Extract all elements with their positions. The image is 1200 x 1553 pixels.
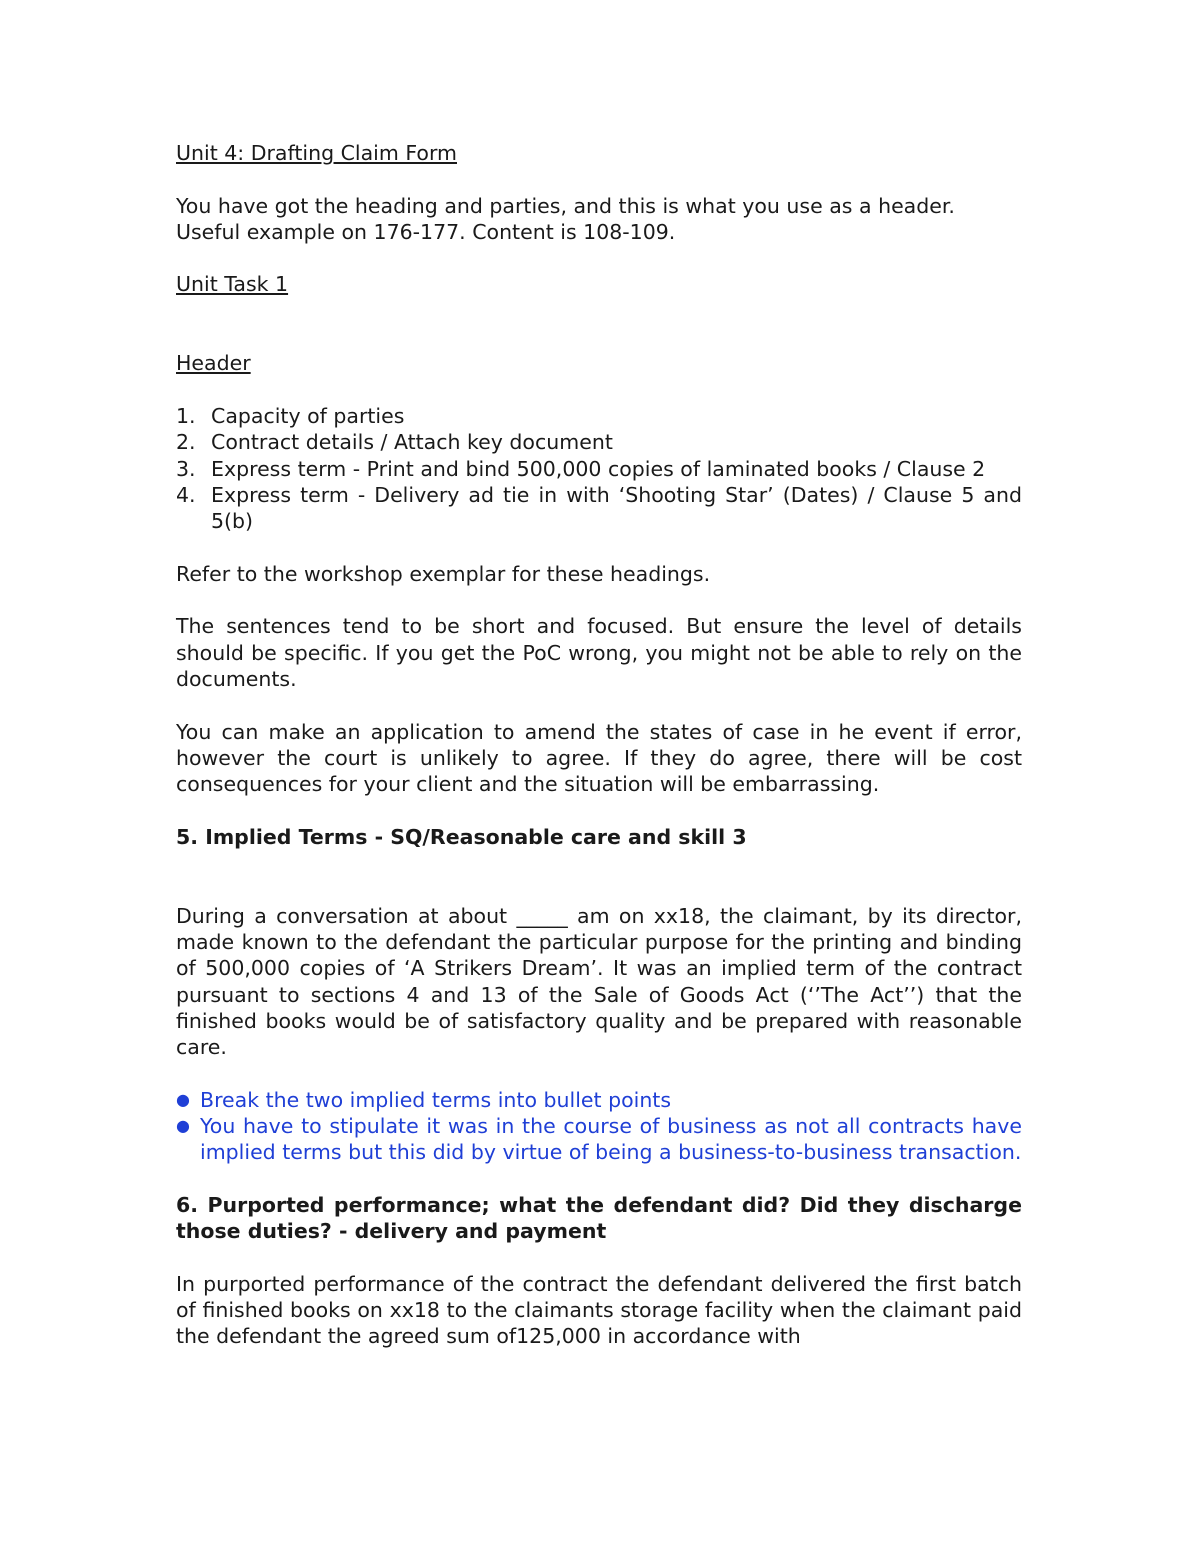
list-number: 3.: [176, 456, 196, 481]
section-6-heading: 6. Purported performance; what the defendant did? Did they discharge those duties? - delivery and payment: [176, 1192, 1022, 1244]
sentences-paragraph: The sentences tend to be short and focused. But ensure the level of details should be specific. If you get the PoC wrong, you might not be able to rely on the documents.: [176, 614, 1022, 691]
bullet-text: Break the two implied terms into bullet points: [200, 1087, 672, 1112]
amend-paragraph: You can make an application to amend the states of case in he event if error, however the court is unlikely to agree. If they do agree, there will be cost consequences for your client and the situation will be embarrassing.: [176, 719, 1022, 797]
document-page: [176, 140, 1022, 1350]
list-number: 1.: [176, 403, 196, 428]
list-item: [176, 403, 1022, 429]
list-item: [176, 456, 1022, 482]
bullet-icon: ●: [176, 1089, 190, 1109]
list-text: Contract details / Attach key document: [211, 430, 613, 455]
conversation-paragraph: During a conversation at about _____ am on xx18, the claimant, by its director, made known to the defendant the particular purpose for the printing and binding of 500,000 copies of ‘A Strikers Dream’. It was an implied term of the contract pursuant to sections 4 and 13 of the Sale of Goods Act (‘’The Act’’) that the finished books would be of satisfactory quality and be prepared with reasonable care.: [176, 903, 1022, 1060]
list-item: [176, 429, 1022, 455]
list-item: [176, 482, 1022, 535]
intro-line-2: Useful example on 176-177. Content is 108-109.: [176, 219, 676, 244]
bullet-item: [176, 1087, 1022, 1113]
header-label: Header: [176, 351, 251, 376]
performance-paragraph: In purported performance of the contract the defendant delivered the first batch of finished books on xx18 to the claimants storage facility when the claimant paid the defendant the agreed sum of125,000 in accordance with: [176, 1271, 1022, 1349]
list-text: Express term - Print and bind 500,000 copies of laminated books / Clause 2: [211, 456, 986, 481]
numbered-list: [176, 403, 1022, 534]
annotation-bullet-list: [176, 1087, 1022, 1166]
section-5-heading: 5. Implied Terms - SQ/Reasonable care and skill 3: [176, 824, 747, 849]
list-number: 4.: [176, 482, 196, 507]
intro-line-1: You have got the heading and parties, and this is what you use as a header.: [176, 193, 955, 218]
bullet-item: [176, 1113, 1022, 1166]
bullet-text: You have to stipulate it was in the course of business as not all contracts have implied terms but this did by virtue of being a business-to-business transaction.: [200, 1113, 1022, 1165]
refer-paragraph: Refer to the workshop exemplar for these headings.: [176, 561, 711, 586]
list-text: Express term - Delivery ad tie in with ‘Shooting Star’ (Dates) / Clause 5 and 5(b): [211, 482, 1022, 534]
list-number: 2.: [176, 430, 196, 455]
unit-task-heading: Unit Task 1: [176, 272, 289, 297]
document-title: Unit 4: Drafting Claim Form: [176, 141, 457, 165]
list-text: Capacity of parties: [211, 403, 405, 428]
bullet-icon: ●: [176, 1115, 190, 1135]
